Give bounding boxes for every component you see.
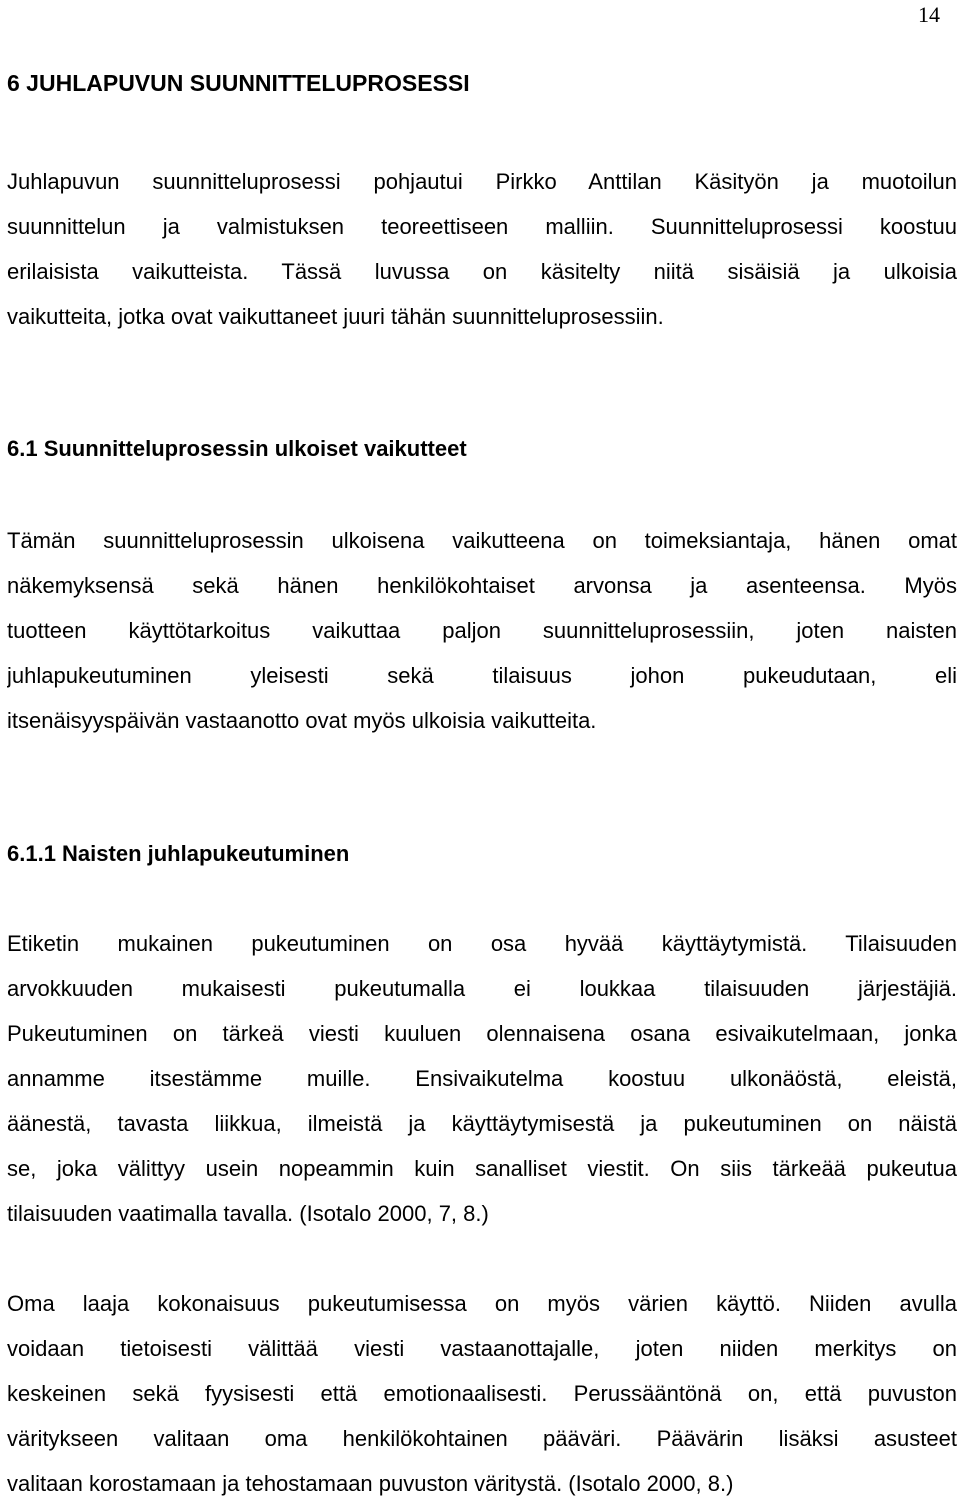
text-line: Oma laaja kokonaisuus pukeutumisessa on myös värien käyttö. Niiden avulla bbox=[7, 1291, 957, 1316]
text-line: erilaisista vaikutteista. Tässä luvussa on käsitelty niitä sisäisiä ja ulkoisia bbox=[7, 259, 957, 284]
section-title-6-1: 6.1 Suunnitteluprosessin ulkoiset vaikutteet bbox=[7, 436, 467, 461]
section-title-6-1-1: 6.1.1 Naisten juhlapukeutuminen bbox=[7, 841, 350, 866]
section-6-1-paragraph bbox=[7, 518, 957, 743]
section-6-1-1-paragraph-2 bbox=[7, 1281, 957, 1506]
text-line: tilaisuuden vaatimalla tavalla. (Isotalo 2000, 7, 8.) bbox=[7, 1201, 489, 1226]
text-line: juhlapukeutuminen yleisesti sekä tilaisuus johon pukeudutaan, eli bbox=[7, 663, 957, 688]
chapter-intro-paragraph bbox=[7, 159, 957, 339]
text-line: Juhlapuvun suunnitteluprosessi pohjautui Pirkko Anttilan Käsityön ja muotoilun bbox=[7, 169, 957, 194]
text-line: se, joka välittyy usein nopeammin kuin sanalliset viestit. On siis tärkeää pukeutua bbox=[7, 1156, 957, 1181]
text-line: suunnittelun ja valmistuksen teoreettiseen malliin. Suunnitteluprosessi koostuu bbox=[7, 214, 957, 239]
text-line: Pukeutuminen on tärkeä viesti kuuluen olennaisena osana esivaikutelmaan, jonka bbox=[7, 1021, 957, 1046]
text-line: äänestä, tavasta liikkua, ilmeistä ja käyttäytymisestä ja pukeutuminen on näistä bbox=[7, 1111, 957, 1136]
text-line: itsenäisyyspäivän vastaanotto ovat myös ulkoisia vaikutteita. bbox=[7, 708, 597, 733]
text-line: keskeinen sekä fyysisesti että emotionaalisesti. Perussääntönä on, että puvuston bbox=[7, 1381, 957, 1406]
text-line: annamme itsestämme muille. Ensivaikutelma koostuu ulkonäöstä, eleistä, bbox=[7, 1066, 957, 1091]
text-line: väritykseen valitaan oma henkilökohtainen pääväri. Päävärin lisäksi asusteet bbox=[7, 1426, 957, 1451]
section-6-1-1-paragraph-1 bbox=[7, 921, 957, 1236]
page-number: 14 bbox=[918, 2, 940, 27]
text-line: tuotteen käyttötarkoitus vaikuttaa paljon suunnitteluprosessiin, joten naisten bbox=[7, 618, 957, 643]
text-line: vaikutteita, jotka ovat vaikuttaneet juuri tähän suunnitteluprosessiin. bbox=[7, 304, 664, 329]
text-line: valitaan korostamaan ja tehostamaan puvuston väritystä. (Isotalo 2000, 8.) bbox=[7, 1471, 734, 1496]
text-line: Tämän suunnitteluprosessin ulkoisena vaikutteena on toimeksiantaja, hänen omat bbox=[7, 528, 957, 553]
text-line: Etiketin mukainen pukeutuminen on osa hyvää käyttäytymistä. Tilaisuuden bbox=[7, 931, 957, 956]
text-line: arvokkuuden mukaisesti pukeutumalla ei loukkaa tilaisuuden järjestäjiä. bbox=[7, 976, 957, 1001]
text-line: näkemyksensä sekä hänen henkilökohtaiset arvonsa ja asenteensa. Myös bbox=[7, 573, 957, 598]
text-line: voidaan tietoisesti välittää viesti vastaanottajalle, joten niiden merkitys on bbox=[7, 1336, 957, 1361]
chapter-title: 6 JUHLAPUVUN SUUNNITTELUPROSESSI bbox=[7, 70, 470, 96]
